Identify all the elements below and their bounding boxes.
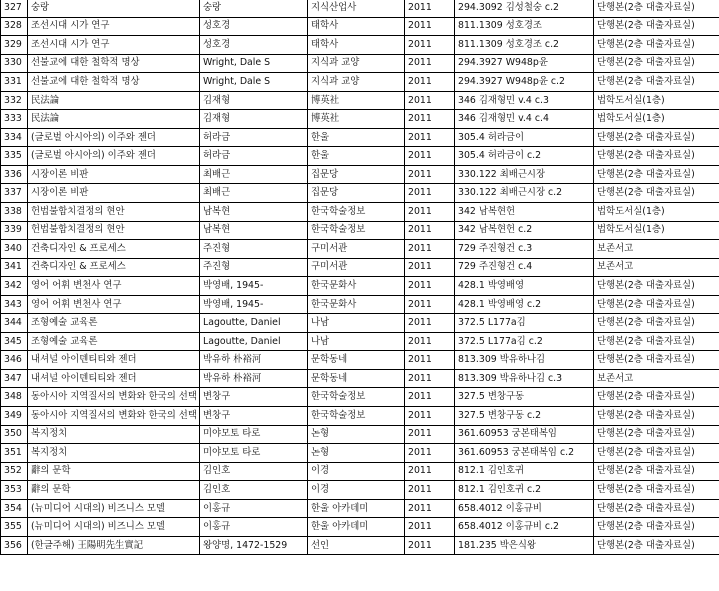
publisher-cell: 구미서관 xyxy=(308,258,405,277)
call-number-cell: 811.1309 성호경조 xyxy=(455,17,594,36)
location-cell: 단행본(2층 대출자료실) xyxy=(594,0,719,17)
call-number-cell: 330.122 최배근시장 xyxy=(455,165,594,184)
location-cell: 단행본(2층 대출자료실) xyxy=(594,165,719,184)
table-row xyxy=(1,518,719,537)
author-cell: 왕양명, 1472-1529 xyxy=(200,536,308,555)
row-number-cell: 354 xyxy=(1,499,28,518)
publisher-cell: 선인 xyxy=(308,536,405,555)
title-cell: (한글주해) 王陽明先生實記 xyxy=(28,536,200,555)
author-cell: 박영배, 1945- xyxy=(200,295,308,314)
publisher-cell: 한울 아카데미 xyxy=(308,518,405,537)
row-number-cell: 332 xyxy=(1,91,28,110)
title-cell: (글로벌 아시아의) 이주와 젠더 xyxy=(28,147,200,166)
table-row xyxy=(1,314,719,333)
author-cell: 김재형 xyxy=(200,110,308,129)
table-row xyxy=(1,184,719,203)
title-cell: 헌법불합치결정의 현안 xyxy=(28,203,200,222)
year-cell: 2011 xyxy=(405,221,455,240)
location-cell: 단행본(2층 대출자료실) xyxy=(594,17,719,36)
call-number-cell: 294.3927 W948p윤 xyxy=(455,54,594,73)
table-row xyxy=(1,388,719,407)
row-number-cell: 337 xyxy=(1,184,28,203)
call-number-cell: 811.1309 성호경조 c.2 xyxy=(455,36,594,55)
title-cell: 조선시대 시가 연구 xyxy=(28,17,200,36)
author-cell: 이홍규 xyxy=(200,518,308,537)
row-number-cell: 350 xyxy=(1,425,28,444)
table-row xyxy=(1,369,719,388)
author-cell: Lagoutte, Daniel xyxy=(200,332,308,351)
call-number-cell: 658.4012 이홍규비 xyxy=(455,499,594,518)
row-number-cell: 329 xyxy=(1,36,28,55)
table-row xyxy=(1,425,719,444)
row-number-cell: 353 xyxy=(1,481,28,500)
year-cell: 2011 xyxy=(405,407,455,426)
title-cell: 영어 어휘 변천사 연구 xyxy=(28,295,200,314)
table-row xyxy=(1,499,719,518)
row-number-cell: 333 xyxy=(1,110,28,129)
row-number-cell: 328 xyxy=(1,17,28,36)
author-cell: 변창구 xyxy=(200,407,308,426)
call-number-cell: 294.3092 김성철숭 c.2 xyxy=(455,0,594,17)
publisher-cell: 구미서관 xyxy=(308,240,405,259)
table-row xyxy=(1,407,719,426)
author-cell: 최배근 xyxy=(200,184,308,203)
title-cell: 숭랑 xyxy=(28,0,200,17)
location-cell: 단행본(2층 대출자료실) xyxy=(594,295,719,314)
year-cell: 2011 xyxy=(405,147,455,166)
table-row xyxy=(1,481,719,500)
publisher-cell: 한국문화사 xyxy=(308,295,405,314)
year-cell: 2011 xyxy=(405,110,455,129)
location-cell: 단행본(2층 대출자료실) xyxy=(594,499,719,518)
publisher-cell: 문학동네 xyxy=(308,369,405,388)
publisher-cell: 논형 xyxy=(308,425,405,444)
publisher-cell: 집문당 xyxy=(308,165,405,184)
table-row xyxy=(1,536,719,555)
row-number-cell: 352 xyxy=(1,462,28,481)
author-cell: 남복현 xyxy=(200,221,308,240)
location-cell: 법학도서실(1층) xyxy=(594,221,719,240)
year-cell: 2011 xyxy=(405,17,455,36)
title-cell: 조선시대 시가 연구 xyxy=(28,36,200,55)
author-cell: 김재형 xyxy=(200,91,308,110)
year-cell: 2011 xyxy=(405,54,455,73)
author-cell: 숭랑 xyxy=(200,0,308,17)
call-number-cell: 181.235 박은식왕 xyxy=(455,536,594,555)
call-number-cell: 812.1 김인호귀 xyxy=(455,462,594,481)
location-cell: 단행본(2층 대출자료실) xyxy=(594,332,719,351)
call-number-cell: 327.5 변창구동 xyxy=(455,388,594,407)
author-cell: 주진형 xyxy=(200,240,308,259)
publisher-cell: 이경 xyxy=(308,462,405,481)
author-cell: 김인호 xyxy=(200,481,308,500)
year-cell: 2011 xyxy=(405,481,455,500)
title-cell: 辭의 문학 xyxy=(28,462,200,481)
call-number-cell: 327.5 변창구동 c.2 xyxy=(455,407,594,426)
publisher-cell: 한울 아카데미 xyxy=(308,499,405,518)
call-number-cell: 812.1 김인호귀 c.2 xyxy=(455,481,594,500)
author-cell: Wright, Dale S xyxy=(200,54,308,73)
year-cell: 2011 xyxy=(405,203,455,222)
table-row xyxy=(1,36,719,55)
row-number-cell: 338 xyxy=(1,203,28,222)
location-cell: 단행본(2층 대출자료실) xyxy=(594,351,719,370)
title-cell: 民法論 xyxy=(28,91,200,110)
call-number-cell: 729 주진형건 c.4 xyxy=(455,258,594,277)
title-cell: 건축디자인 & 프로세스 xyxy=(28,258,200,277)
publisher-cell: 한국학술정보 xyxy=(308,407,405,426)
table-row xyxy=(1,462,719,481)
publisher-cell: 나남 xyxy=(308,332,405,351)
author-cell: 변창구 xyxy=(200,388,308,407)
table-row xyxy=(1,73,719,92)
publisher-cell: 한국학술정보 xyxy=(308,203,405,222)
publisher-cell: 문학동네 xyxy=(308,351,405,370)
table-row xyxy=(1,203,719,222)
table-row xyxy=(1,147,719,166)
year-cell: 2011 xyxy=(405,0,455,17)
publisher-cell: 지식과 교양 xyxy=(308,73,405,92)
call-number-cell: 305.4 허라금이 xyxy=(455,128,594,147)
publisher-cell: 지식산업사 xyxy=(308,0,405,17)
author-cell: 성호경 xyxy=(200,17,308,36)
year-cell: 2011 xyxy=(405,444,455,463)
publisher-cell: 한국문화사 xyxy=(308,277,405,296)
row-number-cell: 342 xyxy=(1,277,28,296)
title-cell: 시장이론 비판 xyxy=(28,165,200,184)
publisher-cell: 한울 xyxy=(308,128,405,147)
title-cell: 조형예술 교육론 xyxy=(28,314,200,333)
location-cell: 단행본(2층 대출자료실) xyxy=(594,425,719,444)
author-cell: 박영배, 1945- xyxy=(200,277,308,296)
call-number-cell: 305.4 허라금이 c.2 xyxy=(455,147,594,166)
row-number-cell: 347 xyxy=(1,369,28,388)
year-cell: 2011 xyxy=(405,258,455,277)
call-number-cell: 729 주진형건 c.3 xyxy=(455,240,594,259)
row-number-cell: 335 xyxy=(1,147,28,166)
title-cell: 복지정치 xyxy=(28,425,200,444)
table-row xyxy=(1,221,719,240)
location-cell: 단행본(2층 대출자료실) xyxy=(594,73,719,92)
year-cell: 2011 xyxy=(405,425,455,444)
row-number-cell: 351 xyxy=(1,444,28,463)
year-cell: 2011 xyxy=(405,36,455,55)
author-cell: 허라금 xyxy=(200,128,308,147)
location-cell: 단행본(2층 대출자료실) xyxy=(594,388,719,407)
title-cell: 헌법불합치결정의 현안 xyxy=(28,221,200,240)
table-row xyxy=(1,332,719,351)
row-number-cell: 331 xyxy=(1,73,28,92)
call-number-cell: 361.60953 궁본태복임 c.2 xyxy=(455,444,594,463)
title-cell: 民法論 xyxy=(28,110,200,129)
year-cell: 2011 xyxy=(405,518,455,537)
call-number-cell: 361.60953 궁본태복임 xyxy=(455,425,594,444)
row-number-cell: 345 xyxy=(1,332,28,351)
title-cell: 조형예술 교육론 xyxy=(28,332,200,351)
table-row xyxy=(1,0,719,17)
row-number-cell: 334 xyxy=(1,128,28,147)
table-row xyxy=(1,351,719,370)
call-number-cell: 372.5 L177a김 xyxy=(455,314,594,333)
author-cell: Wright, Dale S xyxy=(200,73,308,92)
year-cell: 2011 xyxy=(405,536,455,555)
location-cell: 단행본(2층 대출자료실) xyxy=(594,54,719,73)
row-number-cell: 341 xyxy=(1,258,28,277)
location-cell: 보존서고 xyxy=(594,240,719,259)
table-row xyxy=(1,444,719,463)
location-cell: 단행본(2층 대출자료실) xyxy=(594,462,719,481)
publisher-cell: 이경 xyxy=(308,481,405,500)
author-cell: 남복현 xyxy=(200,203,308,222)
row-number-cell: 349 xyxy=(1,407,28,426)
author-cell: 성호경 xyxy=(200,36,308,55)
year-cell: 2011 xyxy=(405,91,455,110)
publisher-cell: 博英社 xyxy=(308,91,405,110)
row-number-cell: 346 xyxy=(1,351,28,370)
title-cell: 건축디자인 & 프로세스 xyxy=(28,240,200,259)
row-number-cell: 343 xyxy=(1,295,28,314)
title-cell: 동아시아 지역질서의 변화와 한국의 선택 xyxy=(28,388,200,407)
location-cell: 단행본(2층 대출자료실) xyxy=(594,407,719,426)
publisher-cell: 태학사 xyxy=(308,36,405,55)
title-cell: (뉴미디어 시대의) 비즈니스 모델 xyxy=(28,499,200,518)
title-cell: 선불교에 대한 철학적 명상 xyxy=(28,73,200,92)
title-cell: 시장이론 비판 xyxy=(28,184,200,203)
location-cell: 법학도서실(1층) xyxy=(594,91,719,110)
year-cell: 2011 xyxy=(405,462,455,481)
row-number-cell: 327 xyxy=(1,0,28,17)
call-number-cell: 346 김재형민 v.4 c.4 xyxy=(455,110,594,129)
publisher-cell: 한국학술정보 xyxy=(308,388,405,407)
location-cell: 단행본(2층 대출자료실) xyxy=(594,536,719,555)
location-cell: 단행본(2층 대출자료실) xyxy=(594,444,719,463)
call-number-cell: 813.309 박유하나김 c.3 xyxy=(455,369,594,388)
publisher-cell: 논형 xyxy=(308,444,405,463)
author-cell: 박유하 朴裕河 xyxy=(200,369,308,388)
year-cell: 2011 xyxy=(405,165,455,184)
row-number-cell: 344 xyxy=(1,314,28,333)
publisher-cell: 한울 xyxy=(308,147,405,166)
author-cell: 김인호 xyxy=(200,462,308,481)
row-number-cell: 330 xyxy=(1,54,28,73)
location-cell: 단행본(2층 대출자료실) xyxy=(594,147,719,166)
table-row xyxy=(1,54,719,73)
row-number-cell: 355 xyxy=(1,518,28,537)
title-cell: 동아시아 지역질서의 변화와 한국의 선택 xyxy=(28,407,200,426)
author-cell: 미야모토 타로 xyxy=(200,444,308,463)
row-number-cell: 339 xyxy=(1,221,28,240)
table-row xyxy=(1,91,719,110)
title-cell: 영어 어휘 변천사 연구 xyxy=(28,277,200,296)
author-cell: Lagoutte, Daniel xyxy=(200,314,308,333)
location-cell: 단행본(2층 대출자료실) xyxy=(594,481,719,500)
title-cell: 내셔널 아이덴티티와 젠더 xyxy=(28,369,200,388)
year-cell: 2011 xyxy=(405,277,455,296)
year-cell: 2011 xyxy=(405,295,455,314)
title-cell: (글로벌 아시아의) 이주와 젠더 xyxy=(28,128,200,147)
title-cell: 辭의 문학 xyxy=(28,481,200,500)
call-number-cell: 342 남복현헌 c.2 xyxy=(455,221,594,240)
author-cell: 박유하 朴裕河 xyxy=(200,351,308,370)
author-cell: 주진형 xyxy=(200,258,308,277)
year-cell: 2011 xyxy=(405,73,455,92)
year-cell: 2011 xyxy=(405,128,455,147)
location-cell: 보존서고 xyxy=(594,258,719,277)
title-cell: 내셔널 아이덴티티와 젠더 xyxy=(28,351,200,370)
year-cell: 2011 xyxy=(405,369,455,388)
year-cell: 2011 xyxy=(405,332,455,351)
call-number-cell: 428.1 박영배영 c.2 xyxy=(455,295,594,314)
publisher-cell: 태학사 xyxy=(308,17,405,36)
call-number-cell: 813.309 박유하나김 xyxy=(455,351,594,370)
location-cell: 단행본(2층 대출자료실) xyxy=(594,36,719,55)
location-cell: 단행본(2층 대출자료실) xyxy=(594,128,719,147)
call-number-cell: 346 김재형민 v.4 c.3 xyxy=(455,91,594,110)
title-cell: 복지정치 xyxy=(28,444,200,463)
call-number-cell: 658.4012 이홍규비 c.2 xyxy=(455,518,594,537)
location-cell: 법학도서실(1층) xyxy=(594,203,719,222)
location-cell: 보존서고 xyxy=(594,369,719,388)
row-number-cell: 336 xyxy=(1,165,28,184)
location-cell: 법학도서실(1층) xyxy=(594,110,719,129)
location-cell: 단행본(2층 대출자료실) xyxy=(594,518,719,537)
row-number-cell: 356 xyxy=(1,536,28,555)
call-number-cell: 428.1 박영배영 xyxy=(455,277,594,296)
publisher-cell: 집문당 xyxy=(308,184,405,203)
table-row xyxy=(1,258,719,277)
year-cell: 2011 xyxy=(405,240,455,259)
author-cell: 허라금 xyxy=(200,147,308,166)
table-row xyxy=(1,277,719,296)
publisher-cell: 나남 xyxy=(308,314,405,333)
publisher-cell: 한국학술정보 xyxy=(308,221,405,240)
row-number-cell: 340 xyxy=(1,240,28,259)
table-row xyxy=(1,165,719,184)
title-cell: 선불교에 대한 철학적 명상 xyxy=(28,54,200,73)
year-cell: 2011 xyxy=(405,184,455,203)
call-number-cell: 330.122 최배근시장 c.2 xyxy=(455,184,594,203)
location-cell: 단행본(2층 대출자료실) xyxy=(594,184,719,203)
row-number-cell: 348 xyxy=(1,388,28,407)
author-cell: 이홍규 xyxy=(200,499,308,518)
title-cell: (뉴미디어 시대의) 비즈니스 모델 xyxy=(28,518,200,537)
location-cell: 단행본(2층 대출자료실) xyxy=(594,314,719,333)
publisher-cell: 博英社 xyxy=(308,110,405,129)
call-number-cell: 294.3927 W948p윤 c.2 xyxy=(455,73,594,92)
author-cell: 최배근 xyxy=(200,165,308,184)
location-cell: 단행본(2층 대출자료실) xyxy=(594,277,719,296)
table-row xyxy=(1,128,719,147)
table-row xyxy=(1,295,719,314)
call-number-cell: 342 남복현헌 xyxy=(455,203,594,222)
table-row xyxy=(1,17,719,36)
table-row xyxy=(1,110,719,129)
call-number-cell: 372.5 L177a김 c.2 xyxy=(455,332,594,351)
year-cell: 2011 xyxy=(405,499,455,518)
publisher-cell: 지식과 교양 xyxy=(308,54,405,73)
author-cell: 미야모토 타로 xyxy=(200,425,308,444)
year-cell: 2011 xyxy=(405,314,455,333)
year-cell: 2011 xyxy=(405,351,455,370)
year-cell: 2011 xyxy=(405,388,455,407)
table-row xyxy=(1,240,719,259)
